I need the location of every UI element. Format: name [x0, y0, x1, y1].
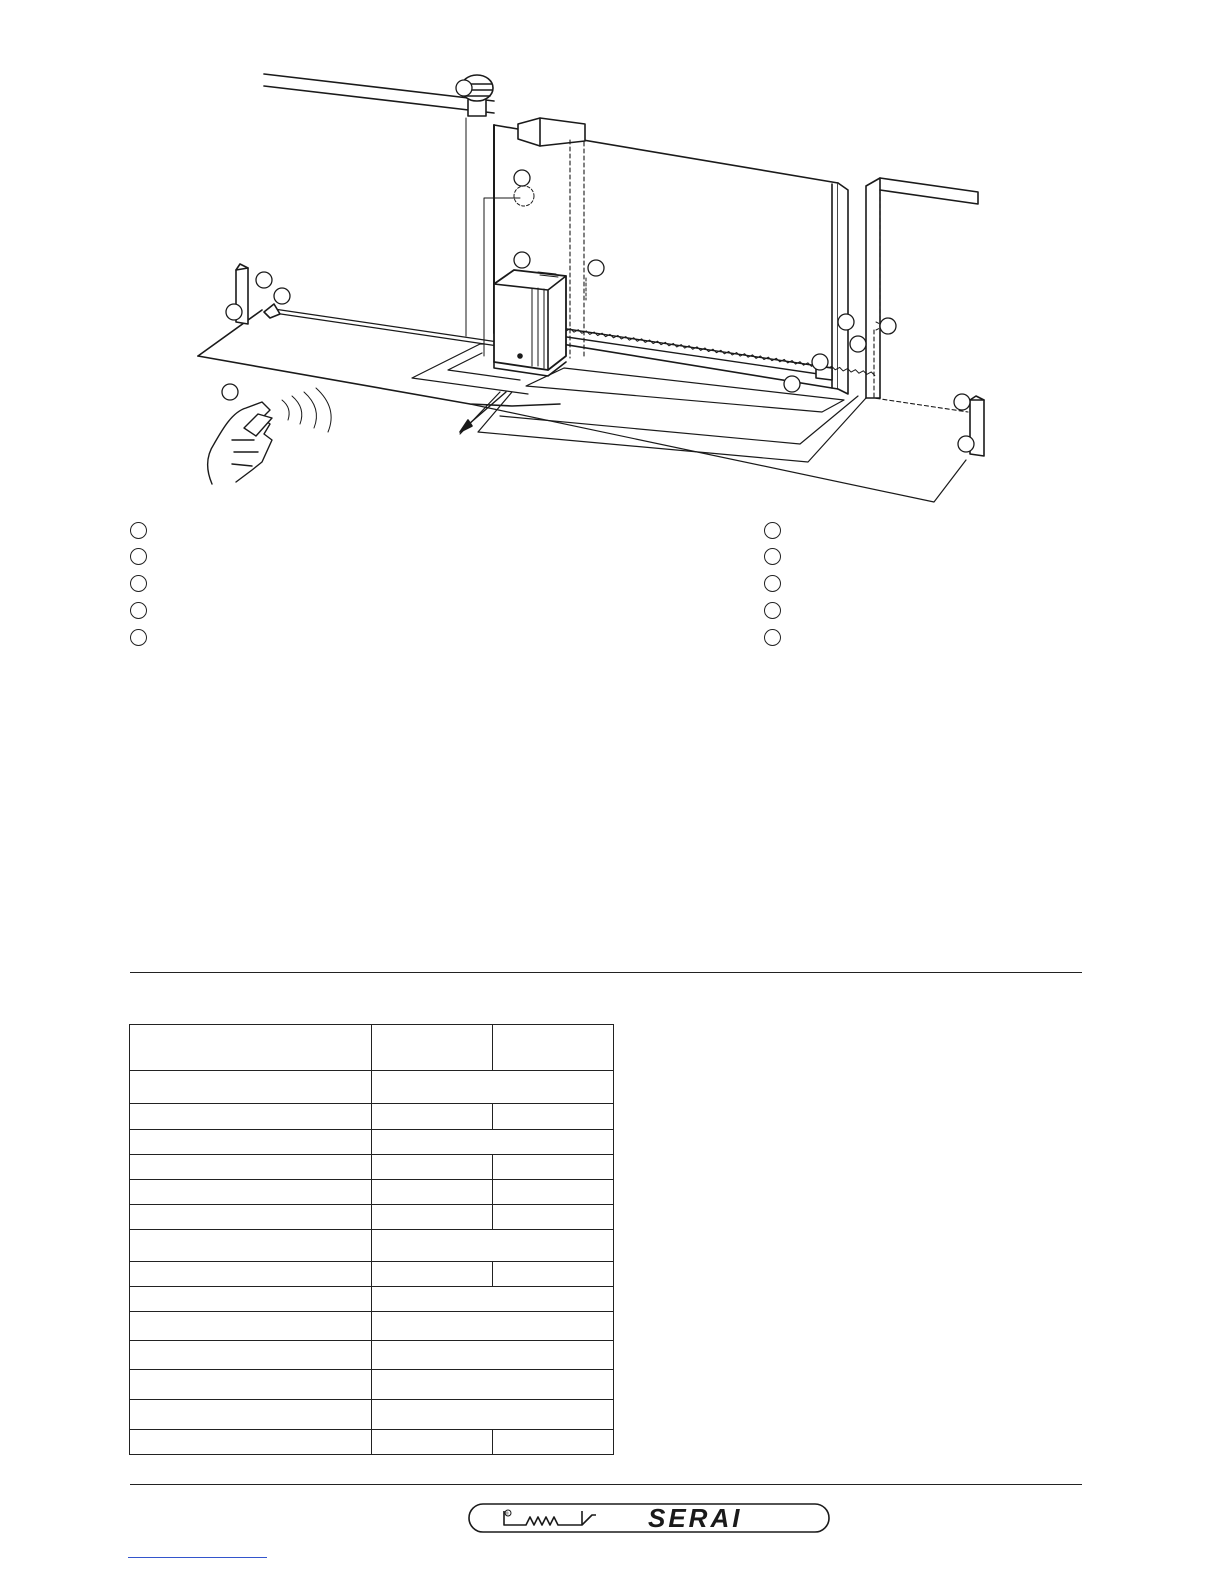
callout-remote — [222, 384, 238, 400]
table-row — [130, 1230, 614, 1262]
legend-marker — [130, 522, 147, 539]
legend-marker — [130, 602, 147, 619]
brand-wordmark: SERAI — [648, 1503, 743, 1533]
hyperlink-underline[interactable] — [128, 1557, 267, 1558]
callout-gate-edge — [838, 314, 854, 330]
legend-marker — [764, 522, 781, 539]
callouts — [222, 80, 974, 452]
callout-edge-b — [850, 336, 866, 352]
table-row — [130, 1262, 614, 1287]
table-row — [130, 1370, 614, 1400]
section-divider — [130, 972, 1082, 973]
legend-marker — [130, 629, 147, 646]
callout-photocell-right-b — [958, 436, 974, 452]
callout-post — [880, 318, 896, 334]
table-row — [130, 1312, 614, 1341]
table-row — [130, 1155, 614, 1180]
remote-transmitter — [208, 388, 331, 484]
callout-stop — [812, 354, 828, 370]
table-row — [130, 1180, 614, 1205]
callout-photocell-inner — [588, 260, 604, 276]
legend-marker — [130, 575, 147, 592]
technical-specs-table — [129, 1024, 614, 1455]
callout-photocell-right-a — [954, 394, 970, 410]
table-row — [130, 1287, 614, 1312]
callout-ground — [784, 376, 800, 392]
installation-diagram — [0, 0, 1224, 510]
gear-motor — [494, 270, 566, 376]
callout-key — [514, 170, 530, 186]
legend-marker — [764, 602, 781, 619]
table-header-row — [130, 1025, 614, 1071]
table-row — [130, 1400, 614, 1430]
table-row — [130, 1071, 614, 1104]
legend-marker — [764, 548, 781, 565]
callout-photocell-left-b — [274, 288, 290, 304]
table-row — [130, 1341, 614, 1370]
right-pillar — [866, 178, 880, 398]
legend-marker — [764, 629, 781, 646]
table-row — [130, 1430, 614, 1455]
callout-photocell-left-a — [256, 272, 272, 288]
callout-lamp — [456, 80, 472, 96]
callout-motor — [514, 252, 530, 268]
serai-logo — [468, 1503, 830, 1533]
registered-mark: ® — [505, 1511, 509, 1516]
table-row — [130, 1104, 614, 1130]
top-guide-bracket — [518, 118, 585, 146]
legend-marker — [130, 548, 147, 565]
table-row — [130, 1130, 614, 1155]
legend-marker — [764, 575, 781, 592]
table-row — [130, 1205, 614, 1230]
footer-divider — [130, 1484, 1082, 1485]
callout-photocell-left-c — [226, 304, 242, 320]
